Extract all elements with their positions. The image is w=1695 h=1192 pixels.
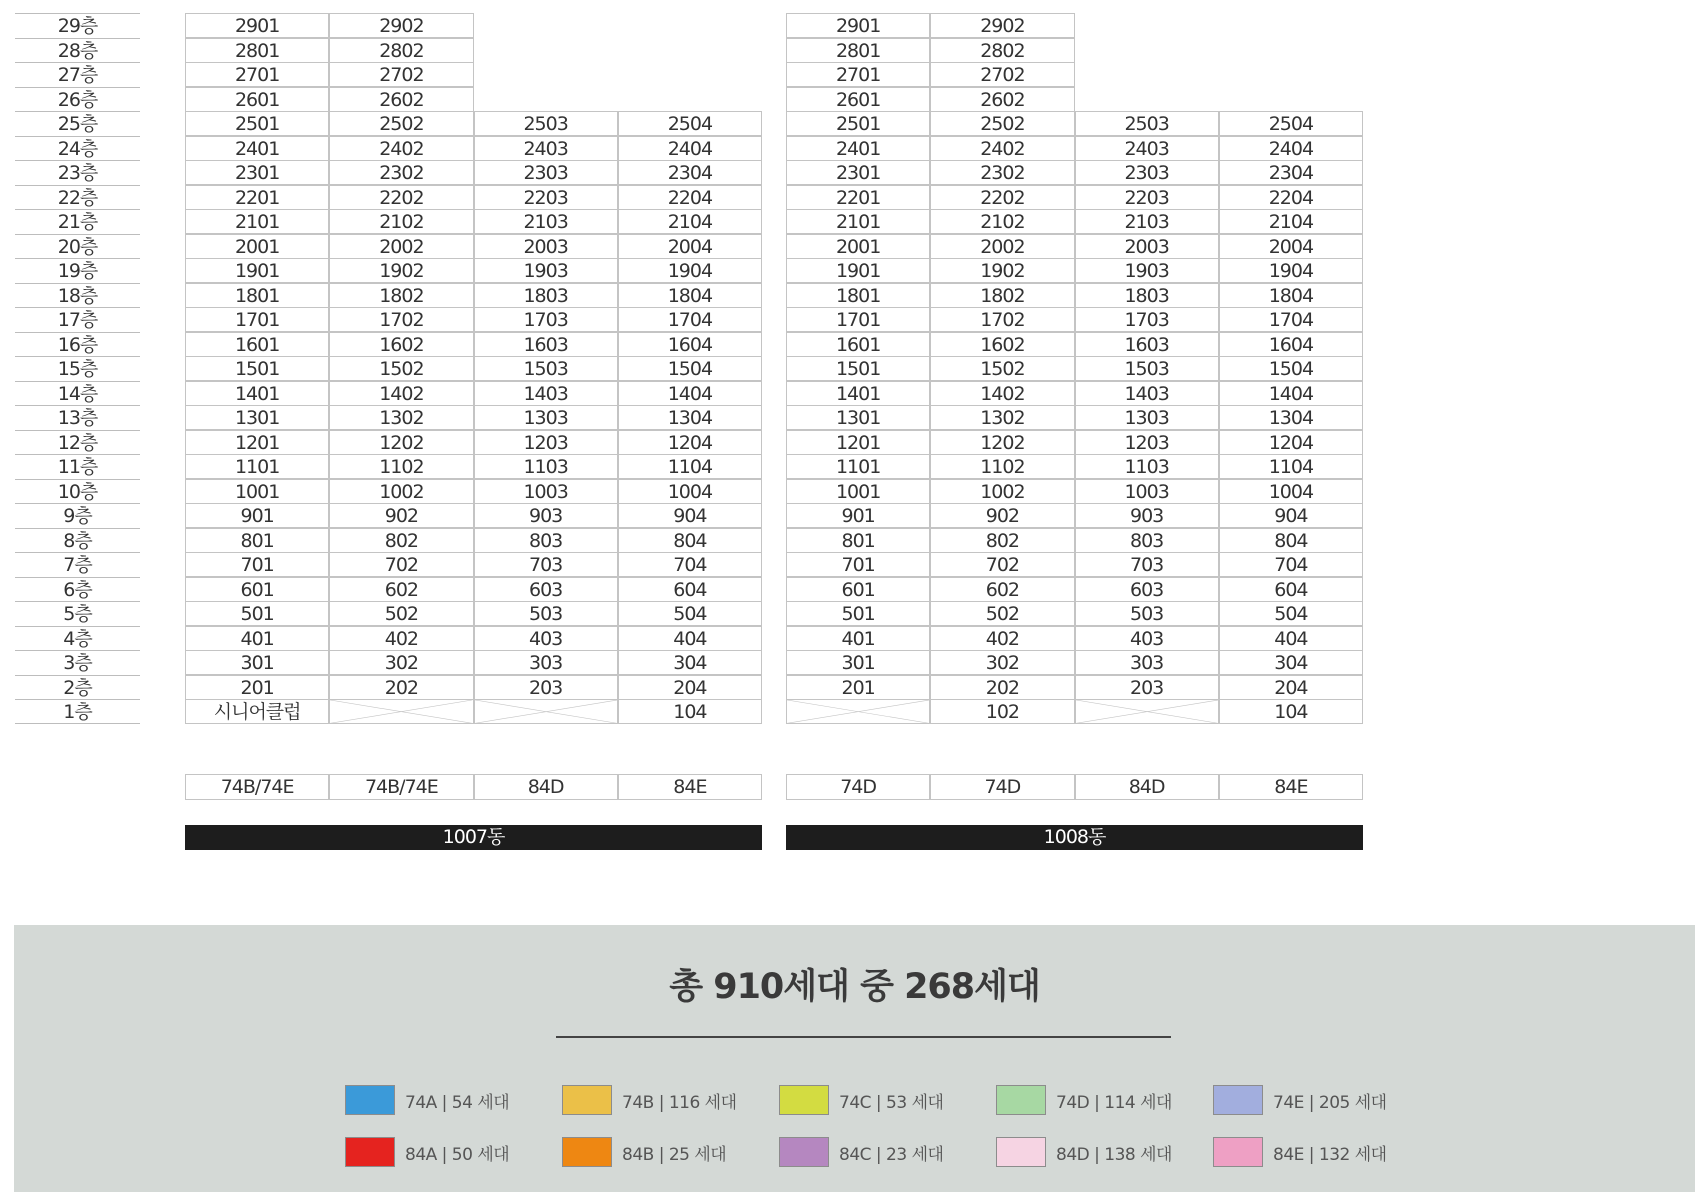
floor-label: 3층: [15, 650, 140, 675]
unit-cell: 402: [930, 626, 1074, 651]
unit-cell: 2901: [786, 13, 930, 38]
legend-swatch: [1213, 1137, 1263, 1167]
unit-cell: 1401: [786, 381, 930, 406]
unit-cell: 704: [618, 552, 762, 577]
floor-label: 19층: [15, 258, 140, 283]
unit-cell: 804: [1219, 528, 1363, 553]
unit-cell: 301: [185, 650, 329, 675]
unit-cell: 1401: [185, 381, 329, 406]
unit-cell: 2601: [786, 87, 930, 112]
unit-cell: 2004: [618, 234, 762, 259]
unit-cell: 2102: [329, 209, 473, 234]
unit-cell: 703: [1075, 552, 1219, 577]
legend-label: 84B | 25 세대: [622, 1145, 727, 1165]
unit-cell: 1802: [329, 283, 473, 308]
unit-cell: 2204: [618, 185, 762, 210]
unit-cell: 1304: [1219, 405, 1363, 430]
floor-label: 24층: [15, 136, 140, 161]
unit-cell: 2802: [930, 38, 1074, 63]
unit-cell: 2401: [185, 136, 329, 161]
summary-title: 총 910세대 중 268세대: [669, 967, 1040, 1007]
unit-type-cell: 74D: [930, 774, 1074, 800]
unit-cell: 1703: [474, 307, 618, 332]
legend-label: 74D | 114 세대: [1056, 1093, 1172, 1113]
unit-cell: 1304: [618, 405, 762, 430]
unit-cell: 2001: [786, 234, 930, 259]
unit-cell: 2501: [786, 111, 930, 136]
unit-cell: 2303: [474, 160, 618, 185]
unit-cell: 502: [329, 601, 473, 626]
unit-cell: 104: [1219, 699, 1363, 724]
floor-label: 4층: [15, 626, 140, 651]
floor-label: 18층: [15, 283, 140, 308]
unit-cell: 403: [474, 626, 618, 651]
unit-cell: 803: [1075, 528, 1219, 553]
unit-cell: 701: [185, 552, 329, 577]
unit-cell: 1702: [930, 307, 1074, 332]
unit-cell: 1803: [474, 283, 618, 308]
legend-swatch: [996, 1137, 1046, 1167]
unit-cell: 1702: [329, 307, 473, 332]
unit-cell: 2302: [329, 160, 473, 185]
unit-cell: 1403: [474, 381, 618, 406]
unit-cell: 401: [185, 626, 329, 651]
legend-label: 74C | 53 세대: [839, 1093, 944, 1113]
unit-cell: 204: [1219, 675, 1363, 700]
floor-label: 11층: [15, 454, 140, 479]
floor-label: 27층: [15, 62, 140, 87]
unit-cell: 1901: [786, 258, 930, 283]
unit-cell: 1602: [329, 332, 473, 357]
unit-cell: 1301: [786, 405, 930, 430]
legend-swatch: [1213, 1085, 1263, 1115]
unit-cell: 202: [329, 675, 473, 700]
empty-unit-cell: [1075, 699, 1219, 724]
building-1008: [786, 13, 1363, 853]
unit-cell: 601: [786, 577, 930, 602]
unit-cell: 102: [930, 699, 1074, 724]
unit-cell: 1303: [1075, 405, 1219, 430]
unit-cell: 1104: [1219, 454, 1363, 479]
unit-cell: 2001: [185, 234, 329, 259]
empty-unit-cell: [786, 699, 930, 724]
unit-cell: 402: [329, 626, 473, 651]
floor-label: 2층: [15, 675, 140, 700]
unit-cell: 704: [1219, 552, 1363, 577]
unit-cell: 503: [1075, 601, 1219, 626]
unit-cell: 2702: [329, 62, 473, 87]
unit-cell: 시니어클럽: [185, 699, 329, 724]
unit-cell: 2201: [786, 185, 930, 210]
unit-cell: 1403: [1075, 381, 1219, 406]
unit-cell: 2203: [474, 185, 618, 210]
unit-cell: 2201: [185, 185, 329, 210]
unit-cell: 1302: [329, 405, 473, 430]
unit-cell: 501: [786, 601, 930, 626]
unit-cell: 604: [618, 577, 762, 602]
unit-cell: 2003: [1075, 234, 1219, 259]
unit-cell: 501: [185, 601, 329, 626]
unit-cell: 1801: [786, 283, 930, 308]
building-name: 1008동: [786, 825, 1363, 850]
unit-cell: 2004: [1219, 234, 1363, 259]
unit-cell: 1202: [329, 430, 473, 455]
unit-cell: 1402: [930, 381, 1074, 406]
unit-cell: 2003: [474, 234, 618, 259]
unit-cell: 903: [474, 503, 618, 528]
unit-cell: 1204: [618, 430, 762, 455]
summary-panel: [14, 925, 1695, 1192]
unit-cell: 802: [329, 528, 473, 553]
unit-cell: 1202: [930, 430, 1074, 455]
unit-cell: 2801: [185, 38, 329, 63]
unit-cell: 1504: [1219, 356, 1363, 381]
unit-cell: 304: [1219, 650, 1363, 675]
unit-cell: 1903: [1075, 258, 1219, 283]
legend-label: 74A | 54 세대: [405, 1093, 510, 1113]
unit-cell: 2101: [786, 209, 930, 234]
unit-cell: 2403: [1075, 136, 1219, 161]
unit-cell: 2501: [185, 111, 329, 136]
unit-cell: 603: [474, 577, 618, 602]
unit-cell: 1701: [786, 307, 930, 332]
unit-cell: 2302: [930, 160, 1074, 185]
unit-cell: 1803: [1075, 283, 1219, 308]
floor-label: 7층: [15, 552, 140, 577]
unit-cell: 2204: [1219, 185, 1363, 210]
unit-cell: 504: [618, 601, 762, 626]
unit-cell: 202: [930, 675, 1074, 700]
unit-cell: 2103: [1075, 209, 1219, 234]
unit-cell: 2503: [474, 111, 618, 136]
unit-cell: 302: [930, 650, 1074, 675]
floor-label: 23층: [15, 160, 140, 185]
legend-swatch: [779, 1085, 829, 1115]
unit-cell: 203: [1075, 675, 1219, 700]
unit-cell: 702: [930, 552, 1074, 577]
unit-cell: 2104: [618, 209, 762, 234]
unit-cell: 803: [474, 528, 618, 553]
unit-cell: 504: [1219, 601, 1363, 626]
unit-cell: 901: [185, 503, 329, 528]
floor-label: 14층: [15, 381, 140, 406]
building-name: 1007동: [185, 825, 762, 850]
unit-cell: 903: [1075, 503, 1219, 528]
unit-cell: 1404: [618, 381, 762, 406]
unit-cell: 1802: [930, 283, 1074, 308]
floor-label: 29층: [15, 13, 140, 38]
unit-cell: 2901: [185, 13, 329, 38]
unit-cell: 1204: [1219, 430, 1363, 455]
unit-cell: 2304: [618, 160, 762, 185]
unit-cell: 1004: [618, 479, 762, 504]
unit-cell: 2402: [930, 136, 1074, 161]
unit-cell: 1901: [185, 258, 329, 283]
unit-cell: 2404: [618, 136, 762, 161]
legend-label: 84A | 50 세대: [405, 1145, 510, 1165]
unit-cell: 604: [1219, 577, 1363, 602]
unit-cell: 1201: [786, 430, 930, 455]
unit-cell: 1101: [185, 454, 329, 479]
unit-type-cell: 74D: [786, 774, 930, 800]
floor-label: 17층: [15, 307, 140, 332]
legend-swatch: [562, 1137, 612, 1167]
unit-cell: 1001: [185, 479, 329, 504]
unit-cell: 2401: [786, 136, 930, 161]
unit-type-cell: 84D: [474, 774, 618, 800]
unit-cell: 2301: [786, 160, 930, 185]
unit-cell: 1502: [329, 356, 473, 381]
unit-cell: 1902: [930, 258, 1074, 283]
unit-cell: 2104: [1219, 209, 1363, 234]
unit-cell: 2102: [930, 209, 1074, 234]
floor-label: 25층: [15, 111, 140, 136]
unit-cell: 2402: [329, 136, 473, 161]
legend-label: 74E | 205 세대: [1273, 1093, 1387, 1113]
unit-cell: 701: [786, 552, 930, 577]
unit-cell: 1604: [618, 332, 762, 357]
unit-cell: 1203: [1075, 430, 1219, 455]
unit-cell: 2503: [1075, 111, 1219, 136]
floor-label: 28층: [15, 38, 140, 63]
unit-cell: 1101: [786, 454, 930, 479]
unit-cell: 2502: [329, 111, 473, 136]
unit-cell: 1501: [786, 356, 930, 381]
unit-cell: 302: [329, 650, 473, 675]
unit-cell: 1102: [930, 454, 1074, 479]
unit-cell: 201: [185, 675, 329, 700]
floor-label: 22층: [15, 185, 140, 210]
floor-label: 20층: [15, 234, 140, 259]
unit-cell: 2602: [930, 87, 1074, 112]
floor-label: 26층: [15, 87, 140, 112]
building-1007: [185, 13, 762, 853]
unit-cell: 804: [618, 528, 762, 553]
unit-cell: 703: [474, 552, 618, 577]
unit-cell: 2902: [930, 13, 1074, 38]
unit-type-cell: 84E: [618, 774, 762, 800]
unit-cell: 904: [618, 503, 762, 528]
unit-cell: 2203: [1075, 185, 1219, 210]
unit-cell: 1501: [185, 356, 329, 381]
legend-label: 84C | 23 세대: [839, 1145, 944, 1165]
unit-cell: 303: [1075, 650, 1219, 675]
floor-label: 1층: [15, 699, 140, 724]
unit-cell: 1804: [618, 283, 762, 308]
unit-cell: 2101: [185, 209, 329, 234]
unit-cell: 1003: [474, 479, 618, 504]
unit-type-cell: 84E: [1219, 774, 1363, 800]
unit-cell: 2301: [185, 160, 329, 185]
unit-cell: 1002: [930, 479, 1074, 504]
unit-cell: 1301: [185, 405, 329, 430]
unit-cell: 2701: [786, 62, 930, 87]
unit-cell: 1603: [1075, 332, 1219, 357]
unit-cell: 1002: [329, 479, 473, 504]
unit-cell: 1203: [474, 430, 618, 455]
unit-cell: 2702: [930, 62, 1074, 87]
unit-cell: 1303: [474, 405, 618, 430]
unit-cell: 201: [786, 675, 930, 700]
unit-cell: 1502: [930, 356, 1074, 381]
unit-cell: 403: [1075, 626, 1219, 651]
unit-cell: 1701: [185, 307, 329, 332]
unit-cell: 204: [618, 675, 762, 700]
floor-label: 13층: [15, 405, 140, 430]
unit-cell: 1804: [1219, 283, 1363, 308]
unit-cell: 1503: [474, 356, 618, 381]
unit-cell: 603: [1075, 577, 1219, 602]
unit-cell: 1704: [1219, 307, 1363, 332]
unit-cell: 1903: [474, 258, 618, 283]
unit-cell: 2002: [329, 234, 473, 259]
legend-swatch: [779, 1137, 829, 1167]
unit-cell: 1003: [1075, 479, 1219, 504]
unit-cell: 2504: [1219, 111, 1363, 136]
legend-swatch: [562, 1085, 612, 1115]
unit-cell: 802: [930, 528, 1074, 553]
unit-cell: 1504: [618, 356, 762, 381]
unit-cell: 104: [618, 699, 762, 724]
unit-cell: 404: [618, 626, 762, 651]
unit-cell: 902: [930, 503, 1074, 528]
unit-cell: 1904: [618, 258, 762, 283]
floor-label: 8층: [15, 528, 140, 553]
legend-label: 74B | 116 세대: [622, 1093, 737, 1113]
floor-label: 6층: [15, 577, 140, 602]
floor-label: 21층: [15, 209, 140, 234]
unit-cell: 2304: [1219, 160, 1363, 185]
unit-cell: 401: [786, 626, 930, 651]
unit-cell: 1704: [618, 307, 762, 332]
unit-cell: 601: [185, 577, 329, 602]
unit-cell: 1503: [1075, 356, 1219, 381]
unit-cell: 502: [930, 601, 1074, 626]
legend-label: 84E | 132 세대: [1273, 1145, 1387, 1165]
unit-type-cell: 74B/74E: [185, 774, 329, 800]
unit-cell: 1801: [185, 283, 329, 308]
empty-unit-cell: [474, 699, 618, 724]
unit-cell: 2202: [329, 185, 473, 210]
legend-label: 84D | 138 세대: [1056, 1145, 1172, 1165]
unit-cell: 203: [474, 675, 618, 700]
unit-cell: 2202: [930, 185, 1074, 210]
unit-cell: 1302: [930, 405, 1074, 430]
unit-cell: 301: [786, 650, 930, 675]
unit-cell: 303: [474, 650, 618, 675]
unit-cell: 1603: [474, 332, 618, 357]
unit-cell: 901: [786, 503, 930, 528]
unit-cell: 2403: [474, 136, 618, 161]
unit-cell: 702: [329, 552, 473, 577]
empty-unit-cell: [329, 699, 473, 724]
unit-cell: 1104: [618, 454, 762, 479]
floor-label: 12층: [15, 430, 140, 455]
unit-cell: 1102: [329, 454, 473, 479]
unit-cell: 2002: [930, 234, 1074, 259]
unit-cell: 1602: [930, 332, 1074, 357]
floor-label: 9층: [15, 503, 140, 528]
unit-cell: 2701: [185, 62, 329, 87]
unit-cell: 1103: [474, 454, 618, 479]
floor-label: 10층: [15, 479, 140, 504]
unit-cell: 404: [1219, 626, 1363, 651]
floor-label: 16층: [15, 332, 140, 357]
unit-cell: 1004: [1219, 479, 1363, 504]
unit-cell: 801: [185, 528, 329, 553]
unit-cell: 2103: [474, 209, 618, 234]
unit-cell: 304: [618, 650, 762, 675]
floor-label: 5층: [15, 601, 140, 626]
unit-cell: 2502: [930, 111, 1074, 136]
legend-swatch: [345, 1137, 395, 1167]
unit-cell: 602: [329, 577, 473, 602]
unit-cell: 1904: [1219, 258, 1363, 283]
unit-cell: 1601: [185, 332, 329, 357]
unit-cell: 1703: [1075, 307, 1219, 332]
unit-cell: 1001: [786, 479, 930, 504]
unit-cell: 2601: [185, 87, 329, 112]
unit-cell: 2802: [329, 38, 473, 63]
unit-cell: 904: [1219, 503, 1363, 528]
unit-cell: 2404: [1219, 136, 1363, 161]
floor-label: 15층: [15, 356, 140, 381]
unit-cell: 503: [474, 601, 618, 626]
unit-cell: 1604: [1219, 332, 1363, 357]
unit-cell: 602: [930, 577, 1074, 602]
unit-cell: 2504: [618, 111, 762, 136]
unit-cell: 1902: [329, 258, 473, 283]
unit-cell: 1601: [786, 332, 930, 357]
legend-swatch: [996, 1085, 1046, 1115]
unit-type-cell: 84D: [1075, 774, 1219, 800]
unit-cell: 1404: [1219, 381, 1363, 406]
unit-cell: 1402: [329, 381, 473, 406]
unit-cell: 902: [329, 503, 473, 528]
unit-cell: 2902: [329, 13, 473, 38]
divider: [556, 1036, 1171, 1038]
unit-cell: 1201: [185, 430, 329, 455]
unit-type-cell: 74B/74E: [329, 774, 473, 800]
unit-cell: 801: [786, 528, 930, 553]
unit-cell: 2303: [1075, 160, 1219, 185]
unit-cell: 2801: [786, 38, 930, 63]
unit-cell: 1103: [1075, 454, 1219, 479]
legend-swatch: [345, 1085, 395, 1115]
unit-cell: 2602: [329, 87, 473, 112]
